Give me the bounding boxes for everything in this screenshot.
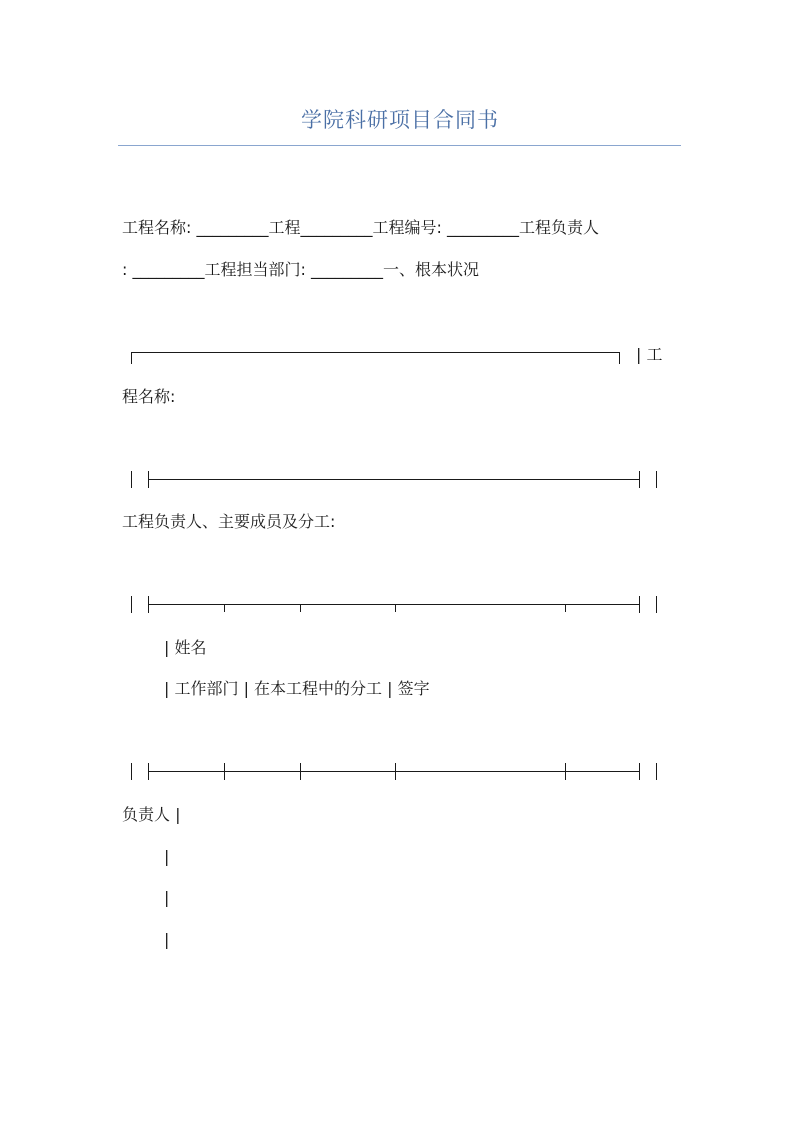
header-columns: | 工作部门 | 在本工程中的分工 | 签字 [164,679,430,698]
page-title: 学院科研项目合同书 [301,108,499,132]
table-1-left-corner [131,352,132,364]
leader-row-label: 负责人 | [122,805,181,824]
column-cross [395,763,396,780]
project-info-line-1: 工程名称: _________工程_________工程编号: _________工程负责人 [122,218,599,237]
rule-4-right-bar-inner [639,763,640,780]
project-info-line-2: : _________工程担当部门: _________一、根本状况 [122,260,479,279]
empty-row-mark: | [164,888,170,907]
table-1-top-border [131,352,620,353]
empty-row-mark: | [164,847,170,866]
rule-2-left-bar-outer [131,471,132,488]
rule-3-right-bar-inner [639,596,640,613]
column-tick [565,604,566,612]
rule-2-right-bar-outer [656,471,657,488]
header-name: | 姓名 [164,638,207,657]
column-tick [300,604,301,612]
rule-3-left-bar-outer [131,596,132,613]
rule-4-left-bar-outer [131,763,132,780]
rule-3-right-bar-outer [656,596,657,613]
column-cross [224,763,225,780]
table-1-bottom-border [148,479,639,480]
members-section-label: 工程负责人、主要成员及分工: [122,512,336,531]
project-name-cell: 程名称: [122,387,176,406]
column-tick [395,604,396,612]
column-cross [565,763,566,780]
column-tick [224,604,225,612]
rule-4-right-bar-outer [656,763,657,780]
title-divider [118,145,681,146]
empty-row-mark: | [164,930,170,949]
rule-2-right-bar-inner [639,471,640,488]
table-1-right-text: | 工 [636,345,663,364]
table-1-right-corner [619,352,620,364]
column-cross [300,763,301,780]
